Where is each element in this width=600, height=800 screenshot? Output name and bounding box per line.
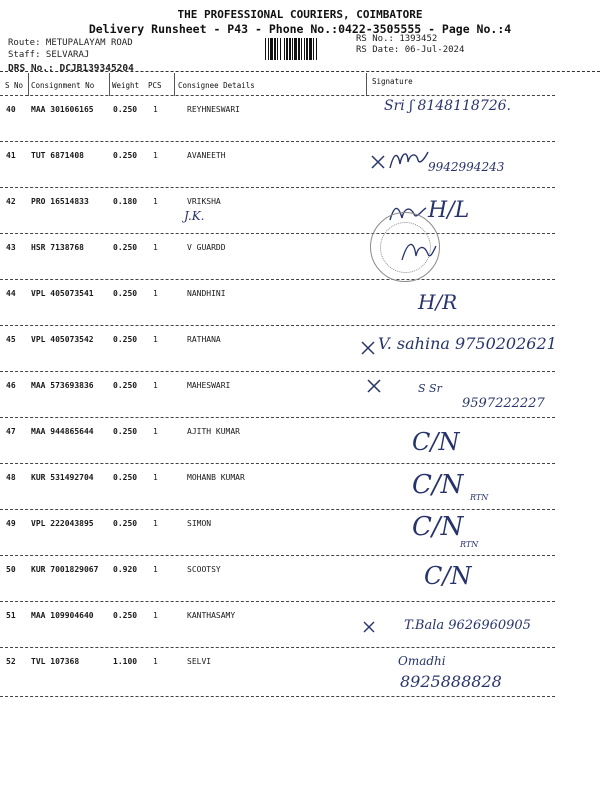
row-sno: 45 <box>6 335 16 344</box>
row-consignee: MOHANB KUMAR <box>187 473 245 482</box>
barcode <box>265 38 352 60</box>
cross-mark-icon <box>360 618 380 636</box>
row-weight: 0.180 <box>113 197 138 206</box>
signature-row-41: 9942994243 <box>428 160 505 174</box>
signature-row-44: H/R <box>418 290 458 314</box>
row-sno: 40 <box>6 105 16 114</box>
signature-row-50: C/N <box>424 562 472 590</box>
company-name: THE PROFESSIONAL COURIERS, COIMBATORE <box>177 8 423 21</box>
row-consignee: V GUARDD <box>187 243 226 252</box>
row-sno: 41 <box>6 151 16 160</box>
row-consignment: VPL 405073542 <box>31 335 94 344</box>
row-sno: 44 <box>6 289 16 298</box>
scribble-signature-icon <box>398 236 438 266</box>
row-sno: 47 <box>6 427 16 436</box>
row-weight: 0.250 <box>113 427 138 436</box>
row-sno: 52 <box>6 657 16 666</box>
row-sno: 50 <box>6 565 16 574</box>
row-weight: 0.250 <box>113 381 138 390</box>
signature-row-45: V. sahina 9750202621 <box>378 334 557 353</box>
row-sno: 46 <box>6 381 16 390</box>
table-row <box>0 141 600 187</box>
row-consignment: TVL 107368 <box>31 657 80 666</box>
row-weight: 0.250 <box>113 335 138 344</box>
row-sno: 43 <box>6 243 16 252</box>
row-pcs: 1 <box>153 381 158 390</box>
table-bottom-divider <box>0 696 555 697</box>
row-consignee: MAHESWARI <box>187 381 231 390</box>
row-pcs: 1 <box>153 335 158 344</box>
signature-row-51: T.Bala 9626960905 <box>404 618 531 633</box>
row-weight: 0.250 <box>113 473 138 482</box>
row-weight: 0.920 <box>113 565 138 574</box>
row-consignee: SELVI <box>187 657 212 666</box>
signature-row-40: Sri ʃ 8148118726. <box>384 98 511 114</box>
row-consignment: VPL 405073541 <box>31 289 94 298</box>
row-consignee: SIMON <box>187 519 212 528</box>
row-consignee: REYHNESWARI <box>187 105 240 114</box>
col-signature: Signature <box>372 77 413 86</box>
row-consignment: TUT 6871408 <box>31 151 84 160</box>
signature-row-46: 9597222227 <box>462 396 545 411</box>
table-row <box>0 233 600 279</box>
header-divider <box>0 71 600 72</box>
row-pcs: 1 <box>153 289 158 298</box>
row-weight: 0.250 <box>113 243 138 252</box>
row-consignment: MAA 944865644 <box>31 427 94 436</box>
route-label: Route: METUPALAYAM ROAD <box>8 38 133 48</box>
handwritten-note: J.K. <box>184 209 205 223</box>
col-divider <box>109 73 110 96</box>
row-consignment: HSR 7138768 <box>31 243 84 252</box>
row-sno: 49 <box>6 519 16 528</box>
col-consignment: Consignment No <box>31 81 95 90</box>
table-row <box>0 417 600 463</box>
row-pcs: 1 <box>153 243 158 252</box>
row-weight: 1.100 <box>113 657 138 666</box>
signature-row-49: C/N <box>412 512 464 542</box>
row-consignee: KANTHASAMY <box>187 611 236 620</box>
signature-row-48: C/N <box>412 470 464 500</box>
signature-row-47: C/N <box>412 428 460 456</box>
row-weight: 0.250 <box>113 611 138 620</box>
scribble-signature-icon <box>386 146 431 176</box>
row-consignment: PRO 16514833 <box>31 197 89 206</box>
row-pcs: 1 <box>153 151 158 160</box>
col-consignee: Consignee Details <box>178 81 255 90</box>
col-sno: S No <box>5 81 24 90</box>
rtn-mark: RTN <box>470 493 489 502</box>
row-pcs: 1 <box>153 473 158 482</box>
row-pcs: 1 <box>153 565 158 574</box>
row-pcs: 1 <box>153 611 158 620</box>
row-consignee: SCOOTSY <box>187 565 221 574</box>
row-consignment: MAA 573693836 <box>31 381 94 390</box>
col-weight: Weight <box>112 81 140 90</box>
signature-row-42: H/L <box>428 198 470 223</box>
cross-mark-icon <box>358 338 380 358</box>
drs-number: DRS No.: DCJB139345204 <box>8 63 134 74</box>
row-consignment: MAA 109904640 <box>31 611 94 620</box>
row-consignee: VRIKSHA <box>187 197 221 206</box>
table-row <box>0 555 600 601</box>
row-consignee: NANDHINI <box>187 289 226 298</box>
col-divider <box>366 73 367 96</box>
row-sno: 51 <box>6 611 16 620</box>
row-consignment: MAA 301606165 <box>31 105 94 114</box>
row-pcs: 1 <box>153 657 158 666</box>
row-sno: 48 <box>6 473 16 482</box>
rs-date: RS Date: 06-Jul-2024 <box>356 45 465 55</box>
row-pcs: 1 <box>153 105 158 114</box>
row-weight: 0.250 <box>113 105 138 114</box>
runsheet-title: Delivery Runsheet - P43 - Phone No.:0422-3505555 - Page No.:4 <box>88 22 512 36</box>
row-weight: 0.250 <box>113 151 138 160</box>
staff-label: Staff: SELVARAJ <box>8 50 90 60</box>
row-weight: 0.250 <box>113 289 138 298</box>
signature-row-52: 8925888828 <box>400 672 502 691</box>
row-pcs: 1 <box>153 427 158 436</box>
signature-mark-52: Omadhi <box>398 654 446 668</box>
table-row <box>0 187 600 233</box>
row-pcs: 1 <box>153 197 158 206</box>
row-consignment: KUR 531492704 <box>31 473 94 482</box>
col-divider <box>28 73 29 96</box>
col-pcs: PCS <box>148 81 162 90</box>
table-row <box>0 509 600 555</box>
signature-mark-46: S Sr <box>418 382 442 395</box>
table-row <box>0 463 600 509</box>
cross-mark-icon <box>364 376 386 396</box>
rtn-mark: RTN <box>460 540 479 549</box>
row-consignee: AJITH KUMAR <box>187 427 240 436</box>
row-sno: 42 <box>6 197 16 206</box>
col-divider <box>174 73 175 96</box>
row-consignment: KUR 7001829067 <box>31 565 99 574</box>
row-weight: 0.250 <box>113 519 138 528</box>
table-row <box>0 647 600 693</box>
row-consignment: VPL 222043895 <box>31 519 94 528</box>
table-row <box>0 279 600 325</box>
row-pcs: 1 <box>153 519 158 528</box>
row-consignee: RATHANA <box>187 335 221 344</box>
row-consignee: AVANEETH <box>187 151 226 160</box>
rs-number: RS No.: 1393452 <box>356 34 438 44</box>
